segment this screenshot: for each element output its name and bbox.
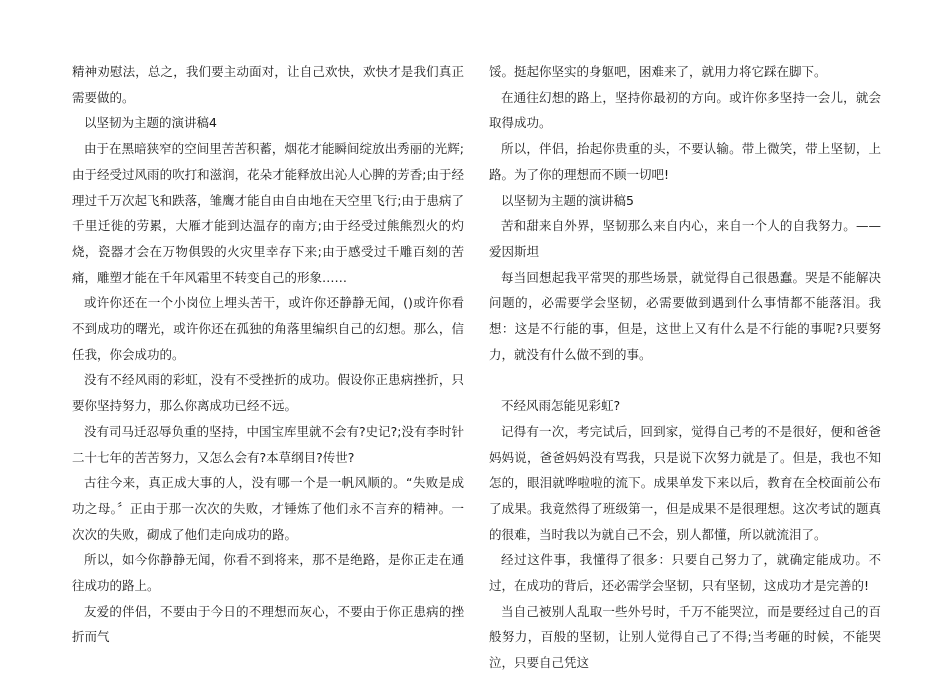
paragraph: 经过这件事，我懂得了很多：只要自己努力了，就确定能成功。不过，在成功的背后，还必需学会坚韧，只有坚韧，这成功才是完善的! <box>489 552 881 594</box>
paragraph: 在通往幻想的路上，坚持你最初的方向。或许你多坚持一会儿，就会取得成功。 <box>489 89 881 131</box>
quote: 苦和甜来自外界，坚韧那么来自内心，来自一个人的自我努力。——爱因斯坦 <box>489 218 881 259</box>
left-column <box>72 59 464 650</box>
right-column <box>489 59 881 676</box>
paragraph: 或许你还在一个小岗位上埋头苦干，或许你还静静无闻，()或许你看不到成功的曙光，或许你还在孤独的角落里编织自己的幻想。那么，信任我，你会成功的。 <box>72 295 464 362</box>
paragraph: 所以，如今你静静无闻，你看不到将来，那不是绝路，是你正走在通往成功的路上。 <box>72 552 464 594</box>
paragraph: 没有司马迁忍辱负重的坚持，中国宝库里就不会有?史记?;没有李时针二十七年的苦苦努力，又怎么会有?本草纲目?传世? <box>72 423 464 465</box>
paragraph: 友爱的伴侣，不要由于今日的不理想而灰心，不要由于你正患病的挫折而气 <box>72 603 464 645</box>
section-heading: 以坚韧为主题的演讲稿4 <box>84 115 217 131</box>
paragraph: 所以，伴侣，抬起你贵重的头，不要认输。带上微笑，带上坚韧，上路。为了你的理想而不顾一切吧! <box>489 141 881 182</box>
paragraph: 记得有一次，考完试后，回到家，觉得自己考的不是很好，便和爸爸妈妈说，爸爸妈妈没有骂我，只是说下次努力就是了。但是，我也不知怎的，眼泪就哗啦啦的流下。成果单发下来以后，教育在全校面前公布了成果。我竟然得了班级第一，但是成果不是很理想。这次考试的题真的很难，当时我以为就自己不会，别人都懂，所以就流泪了。 <box>489 423 881 542</box>
paragraph: 由于在黑暗狭窄的空间里苦苦积蓄，烟花才能瞬间绽放出秀丽的光辉;由于经受过风雨的吹打和滋润，花朵才能释放出沁人心脾的芳香;由于经理过千万次起飞和跌落，雏鹰才能自由自由地在天空里飞行;由于患病了千里迁徙的劳累，大雁才能到达温存的南方;由于经受过熊熊烈火的灼烧，瓷器才会在万物俱毁的火灾里幸存下来;由于感受过千雕百刻的苦痛，雕塑才能在千年风霜里不转变自己的形象…… <box>72 141 464 285</box>
subheading: 不经风雨怎能见彩虹? <box>501 398 621 414</box>
paragraph: 没有不经风雨的彩虹，没有不受挫折的成功。假设你正患病挫折，只要你坚持努力，那么你离成功已经不远。 <box>72 372 464 414</box>
paragraph: 每当回想起我平常哭的那些场景，就觉得自己很愚蠢。哭是不能解决问题的，必需要学会坚韧，必需要做到遇到什么事情都不能落泪。我想：这是不行能的事，但是，这世上又有什么是不行能的事呢?只要努力，就没有什么做不到的事。 <box>489 269 881 362</box>
paragraph: 古往今来，真正成大事的人，没有哪一个是一帆风顺的。“失败是成功之母。〞正由于那一次次的失败，才锤炼了他们永不言弃的精神。一次次的失败，砌成了他们走向成功的路。 <box>72 475 464 542</box>
section-heading: 以坚韧为主题的演讲稿5 <box>501 192 634 208</box>
paragraph: 精神劝慰法，总之，我们要主动面对，让自己欢快，欢快才是我们真正需要做的。 <box>72 64 464 105</box>
paragraph: 馁。挺起你坚实的身躯吧，困难来了，就用力将它踩在脚下。 <box>489 64 827 79</box>
paragraph: 当自己被别人乱取一些外号时，千万不能哭泣，而是要经过自己的百般努力，百般的坚韧，让别人觉得自己了不得;当考砸的时候，不能哭泣，只要自己凭这 <box>489 603 881 671</box>
